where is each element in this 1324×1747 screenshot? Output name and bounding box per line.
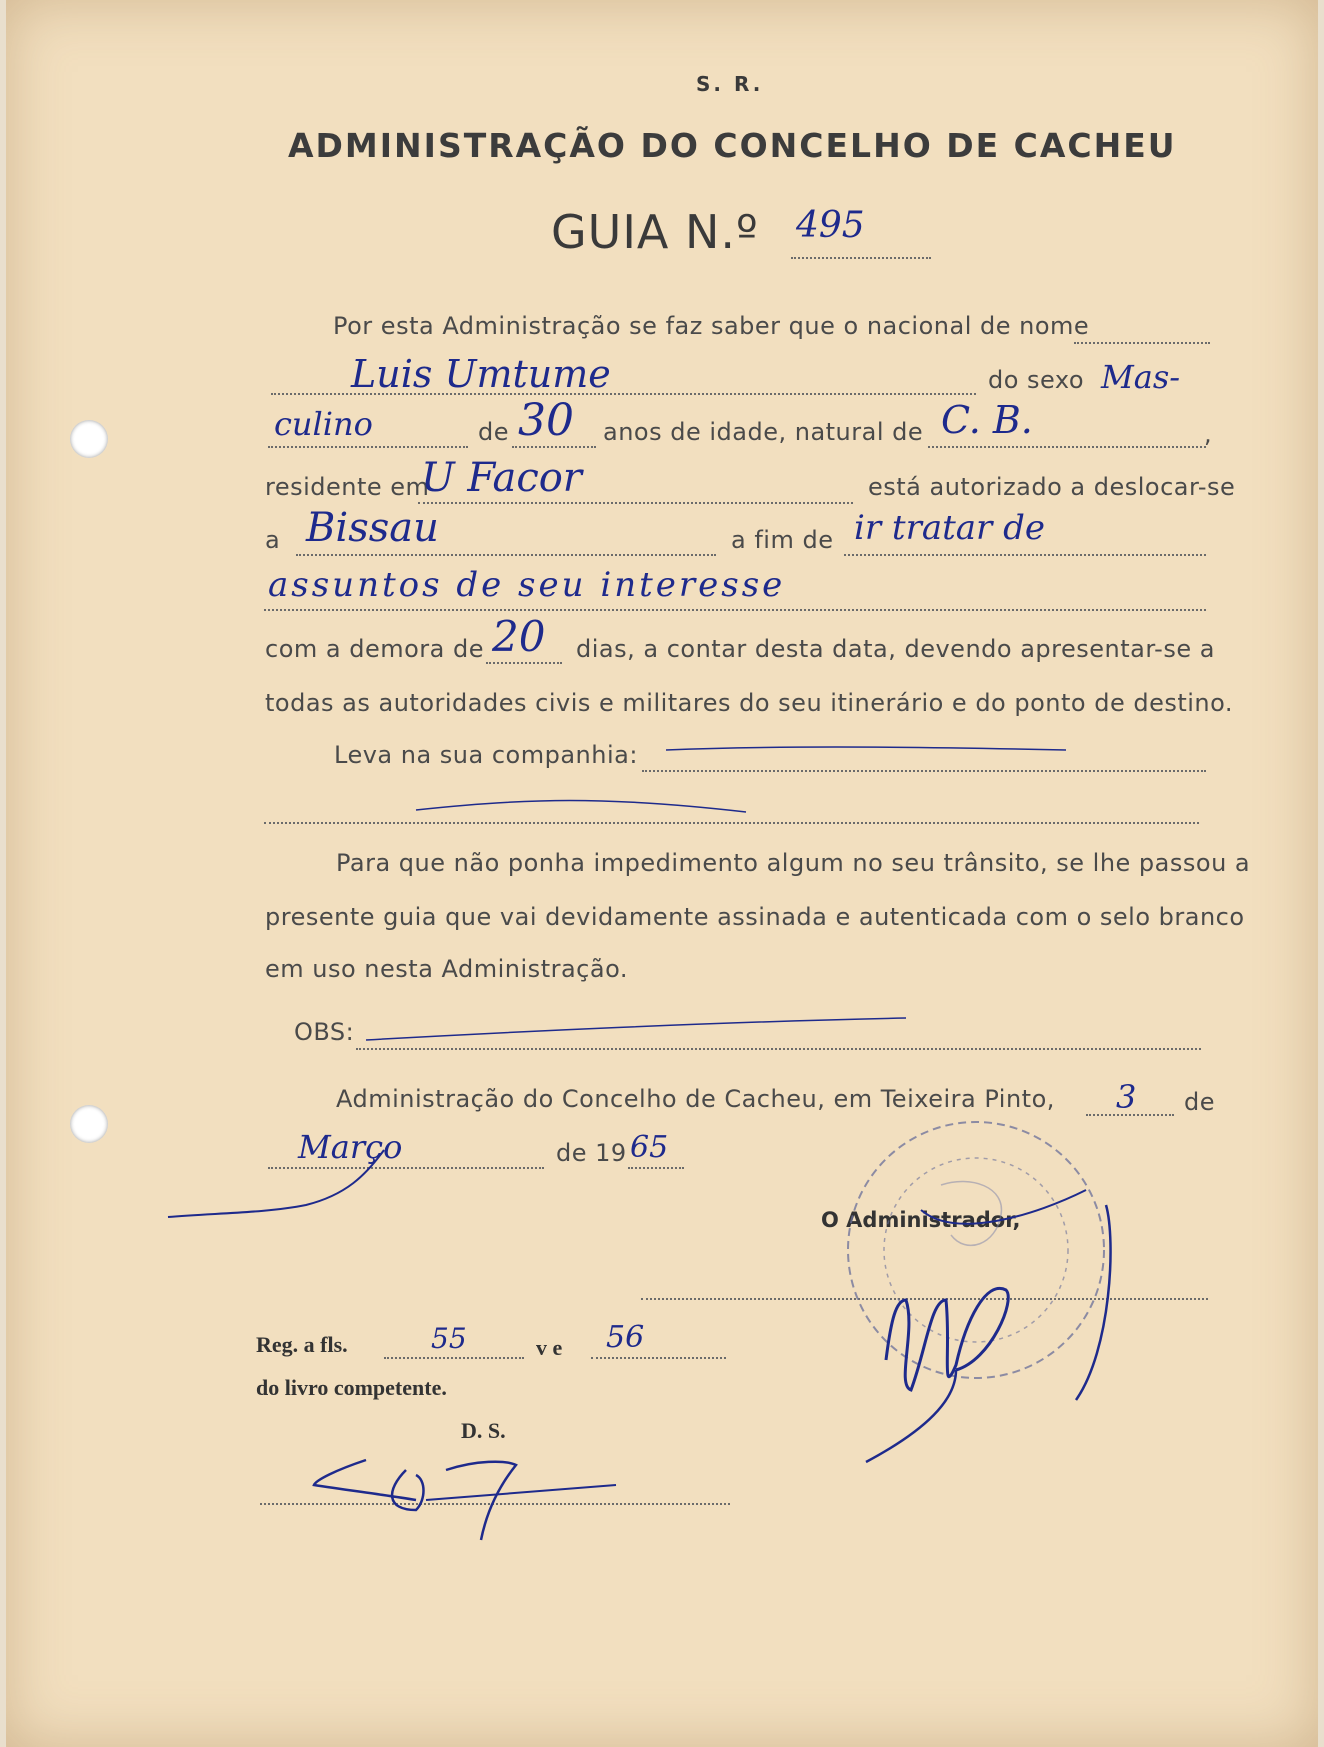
age-suffix: anos de idade, natural de [603,418,924,446]
livro-text: do livro competente. [256,1375,447,1400]
sex-value-cont: culino [274,405,373,443]
destino-value: Bissau [306,505,439,551]
residente-value: U Facor [421,455,582,501]
punch-hole-top [70,420,108,458]
year-prefix: de 19 [556,1139,627,1167]
obs-label: OBS: [294,1018,355,1046]
guia-label: GUIA N.º [551,205,759,259]
ds-label: D. S. [461,1418,506,1443]
admin-date-text: Administração do Concelho de Cacheu, em Teixeira Pinto, [336,1085,1055,1113]
residente-line [418,502,853,504]
fim-value-2: assuntos de seu interesse [268,565,786,605]
obs-dash [356,1010,916,1050]
autoridades-text: todas as autoridades civis e militares do seu itinerário e do ponto de destino. [265,689,1234,717]
demora-prefix: com a demora de [265,635,484,663]
day-de: de [1184,1088,1215,1116]
paragraph-line-3: em uso nesta Administração. [265,955,628,983]
demora-line [486,662,562,664]
ds-signature [306,1440,636,1550]
companhia-label: Leva na sua companhia: [334,741,638,769]
name-line-end [1074,342,1210,344]
reg-ve: v e [536,1335,563,1360]
autorizado-text: está autorizado a deslocar-se [868,473,1236,501]
day-value: 3 [1116,1078,1137,1116]
a-label: a [265,526,281,554]
fim-line-cont [264,609,1206,611]
paragraph-line-2: presente guia que vai devidamente assinada e autenticada com o selo branco [265,903,1245,931]
punch-hole-bottom [70,1105,108,1143]
demora-suffix: dias, a contar desta data, devendo apresentar-se a [576,635,1215,663]
demora-value: 20 [492,612,546,661]
year-value: 65 [630,1130,669,1165]
person-name: Luis Umtume [351,352,611,396]
destino-line [296,554,716,556]
fim-label: a fim de [731,526,834,554]
guia-number: 495 [796,205,865,246]
reg-fls2: 56 [606,1320,645,1355]
year-line [628,1167,684,1169]
reg-fls2-line [591,1357,726,1359]
reg-label: Reg. a fls. [256,1332,348,1357]
header-administration: ADMINISTRAÇÃO DO CONCELHO DE CACHEU [288,126,1177,165]
guia-number-line [791,257,931,259]
document-page [6,0,1318,1747]
reg-fls1-line [384,1357,524,1359]
age-line [512,446,596,448]
natural-line [928,446,1206,448]
sex-value: Mas- [1101,358,1181,396]
administrator-signature [756,1150,1136,1510]
sex-label: do sexo [988,366,1085,394]
natural-value: C. B. [941,398,1033,442]
residente-label: residente em [265,473,430,501]
month-flourish [156,1145,396,1225]
sex-line-cont [268,446,468,448]
header-sr: S. R. [696,72,764,96]
fim-value-1: ir tratar de [854,508,1046,548]
companhia-dash [406,740,1086,820]
fim-line [844,554,1206,556]
reg-fls1: 55 [431,1322,467,1355]
intro-text: Por esta Administração se faz saber que o nacional de nome [333,312,1090,340]
age-value: 30 [518,395,574,446]
month-value: Março [298,1128,403,1166]
comma: , [1204,420,1213,448]
administrator-title: O Administrador, [821,1208,1021,1232]
paragraph-line-1: Para que não ponha impedimento algum no seu trânsito, se lhe passou a [336,849,1251,877]
companhia-line-2 [264,822,1199,824]
age-prefix: de [478,418,509,446]
